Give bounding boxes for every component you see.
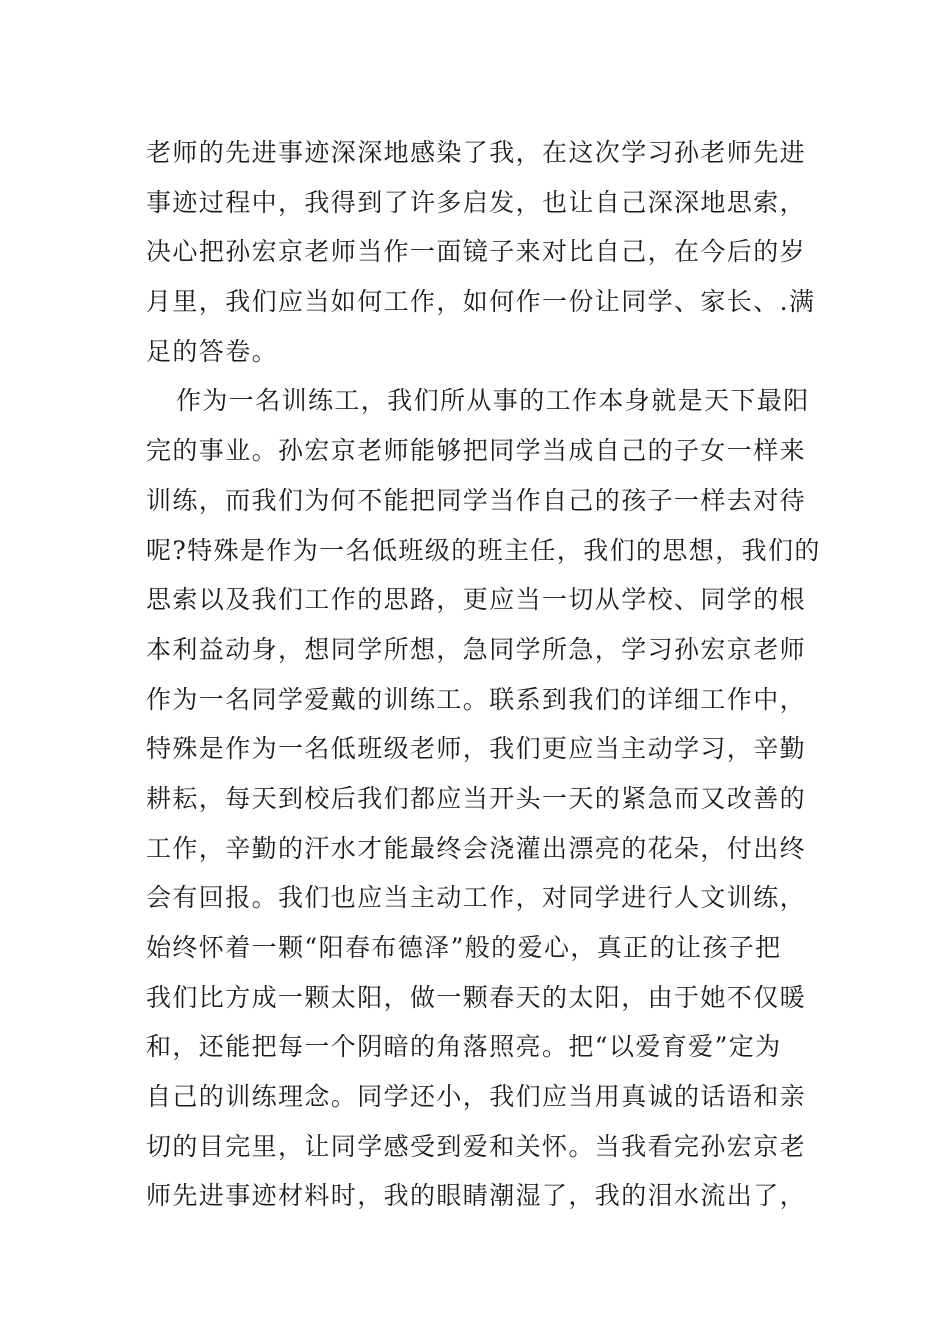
text-line: 思索以及我们工作的思路，更应当一切从学校、同学的根	[146, 585, 807, 615]
text-line: 事迹过程中，我得到了许多启发，也让自己深深地思索，	[146, 187, 807, 217]
text-line: 会有回报。我们也应当主动工作，对同学进行人文训练，	[146, 883, 807, 913]
text-line: 足的答卷。	[146, 336, 279, 366]
text-line: 呢?特殊是作为一名低班级的班主任，我们的思想，我们的	[146, 535, 821, 565]
text-line: 训练，而我们为何不能把同学当作自己的孩子一样去对待	[146, 485, 807, 515]
paragraph-1	[146, 128, 816, 376]
text-line: 始终怀着一颗“阳春布德泽”般的爱心，真正的让孩子把	[146, 933, 782, 962]
text-line: 作为一名同学爱戴的训练工。联系到我们的详细工作中，	[146, 684, 807, 714]
text-line: 老师的先进事迹深深地感染了我，在这次学习孙老师先进	[146, 138, 807, 167]
text-line: 特殊是作为一名低班级老师，我们更应当主动学习，辛勤	[146, 734, 807, 764]
text-line: 本利益动身，想同学所想，急同学所急，学习孙宏京老师	[146, 634, 807, 664]
paragraph-2	[146, 376, 821, 1221]
text-line: 作为一名训练工，我们所从事的工作本身就是天下最阳	[176, 386, 810, 416]
text-line: 决心把孙宏京老师当作一面镜子来对比自己，在今后的岁	[146, 237, 807, 267]
text-line: 耕耘，每天到校后我们都应当开头一天的紧急而又改善的	[146, 783, 807, 813]
document-body	[146, 128, 821, 1221]
text-line: 自己的训练理念。同学还小，我们应当用真诚的话语和亲	[146, 1082, 807, 1112]
text-line: 师先进事迹材料时，我的眼睛潮湿了，我的泪水流出了，	[146, 1181, 807, 1211]
text-line: 工作，辛勤的汗水才能最终会浇灌出漂亮的花朵，付出终	[146, 833, 807, 863]
text-line: 和，还能把每一个阴暗的角落照亮。把“以爱育爱”定为	[146, 1032, 782, 1062]
text-line: 我们比方成一颗太阳，做一颗春天的太阳，由于她不仅暖	[146, 982, 807, 1012]
text-line: 完的事业。孙宏京老师能够把同学当成自己的子女一样来	[146, 436, 807, 466]
text-line: 月里，我们应当如何工作，如何作一份让同学、家长、.满	[146, 287, 816, 317]
text-line: 切的目完里，让同学感受到爱和关怀。当我看完孙宏京老	[146, 1131, 807, 1161]
